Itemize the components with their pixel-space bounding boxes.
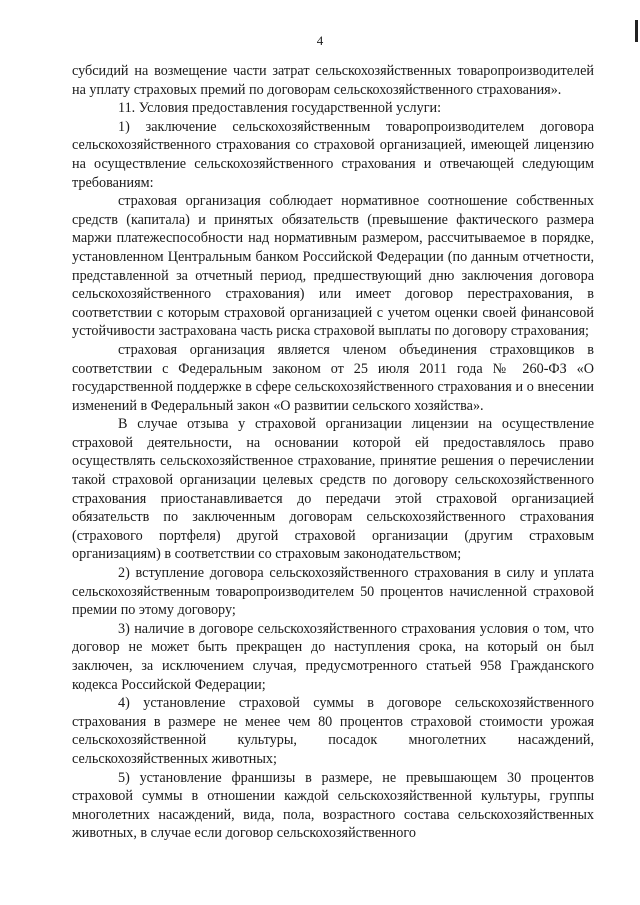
page-number: 4: [316, 33, 324, 48]
paragraph-1: субсидий на возмещение части затрат сельскохозяйственных товаропроизводителей на уплату страховых премий по договорам сельскохозяйственного страхования».: [72, 63, 594, 98]
paragraph-2: 11. Условия предоставления государственной услуги:: [118, 100, 442, 117]
document-body: [72, 62, 594, 843]
paragraph-8: 3) наличие в договоре сельскохозяйственного страхования условия о том, что договор не может быть прекращен до наступления срока, на который он был заключен, за исключением случая, предусмотренного статьей 958 Гражданского кодекса Российской Федерации;: [72, 620, 594, 693]
paragraph-10: 5) установление франшизы в размере, не превышающем 30 процентов страховой суммы в отношении каждой сельскохозяйственной культуры, группы многолетних насаждений, вида, пола, возрастного состава сельскохозяйственных животных, в случае если договор сельскохозяйственного: [72, 769, 594, 842]
paragraph-7: 2) вступление договора сельскохозяйственного страхования в силу и уплата сельскохозяйственным товаропроизводителем 50 процентов начисленной страховой премии по этому договору;: [72, 565, 594, 619]
paragraph-4: страховая организация соблюдает нормативное соотношение собственных средств (капитала) и принятых обязательств (превышение фактического размера маржи платежеспособности над нормативным размером, рассчитываемое в порядке, установленном Центральным банком Российской Федерации (по данным отчетности, представленной за отчетный период, предшествующий дню заключения договора сельскохозяйственного страхования) или имеет договор перестрахования, в соответствии с которым страховой организацией с учетом оценки своей финансовой устойчивости застрахована часть риска страховой выплаты по договору страхования;: [72, 193, 594, 340]
paragraph-3: 1) заключение сельскохозяйственным товаропроизводителем договора сельскохозяйственного страхования со страховой организацией, имеющей лицензию на осуществление сельскохозяйственного страхования и отвечающей следующим требованиям:: [72, 118, 594, 191]
paragraph-6: В случае отзыва у страховой организации лицензии на осуществление страховой деятельности, на основании которой ей предоставлялось право осуществлять сельскохозяйственное страхование, принятие решения о перечислении такой страховой организации целевых средств по договору сельскохозяйственного страхования приостанавливается до передачи этой страховой организацией обязательств по заключенным договорам сельскохозяйственного страхования (страхового портфеля) другой страховой организации (другим страховым организациям) в соответствии со страховым законодательством;: [72, 416, 594, 563]
paragraph-9: 4) установление страховой суммы в договоре сельскохозяйственного страхования в размере не менее чем 80 процентов страховой стоимости урожая сельскохозяйственной культуры, посадок многолетних насаждений, сельскохозяйственных животных;: [72, 695, 594, 767]
paragraph-5: страховая организация является членом объединения страховщиков в соответствии с Федеральным законом от 25 июля 2011 года № 260-ФЗ «О государственной поддержке в сфере сельскохозяйственного страхования и о внесении изменений в Федеральный закон «О развитии сельского хозяйства».: [72, 341, 594, 414]
